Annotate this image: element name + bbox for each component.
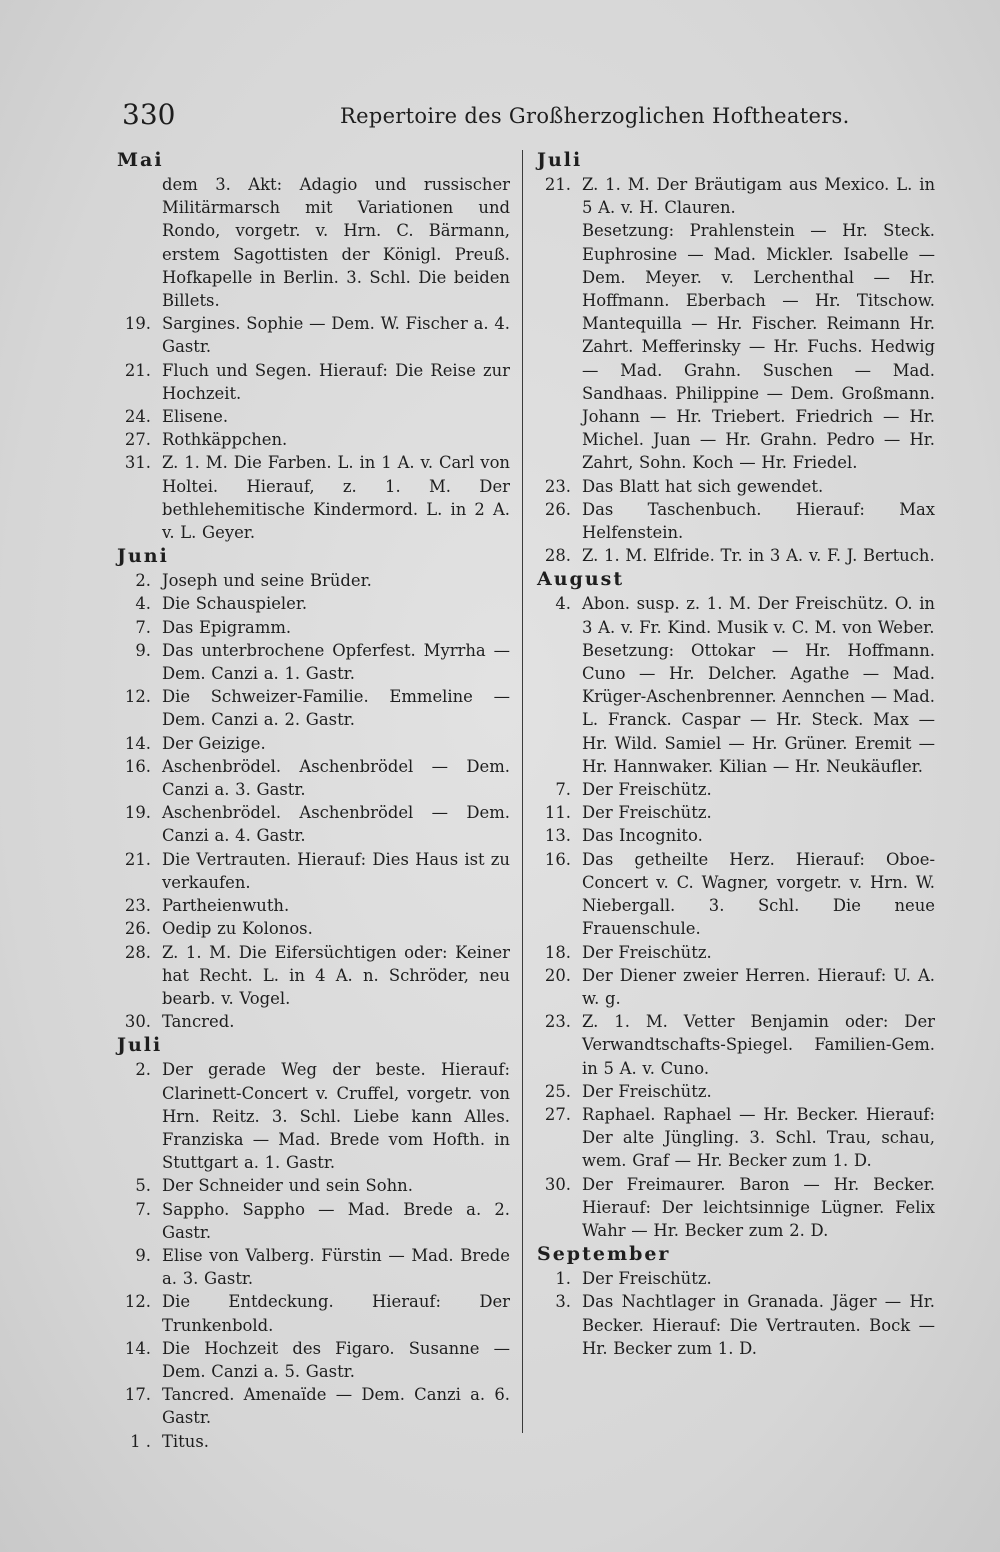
entry-day: 23. bbox=[544, 1012, 571, 1032]
repertoire-entry bbox=[117, 1244, 510, 1290]
entry-day: 11. bbox=[544, 803, 571, 823]
entry-day: 24. bbox=[124, 407, 151, 427]
entry-text: Das Epigramm. bbox=[162, 617, 292, 637]
entry-day: 17. bbox=[124, 1385, 151, 1405]
entry-day: 12. bbox=[124, 687, 151, 707]
left-column bbox=[117, 148, 510, 1453]
entry-text: Fluch und Segen. Hierauf: Die Reise zur Hochzeit. bbox=[162, 360, 510, 403]
entry-text: Rothkäppchen. bbox=[162, 430, 288, 450]
entry-day: 2. bbox=[135, 571, 151, 591]
running-header: Repertoire des Großherzoglichen Hoftheaters. bbox=[340, 104, 850, 128]
entry-text: Das Taschenbuch. Hierauf: Max Helfenstein. bbox=[582, 499, 935, 543]
entry-text: Oedip zu Kolonos. bbox=[162, 919, 313, 939]
repertoire-entry bbox=[117, 639, 510, 685]
entry-text: Abon. susp. z. 1. M. Der Freischütz. O. in 3 A. v. Fr. Kind. Musik v. C. M. von Weber. bbox=[582, 594, 935, 637]
entry-text: Joseph und seine Brüder. bbox=[162, 571, 372, 591]
entry-day: 27. bbox=[124, 430, 151, 450]
repertoire-entry bbox=[117, 1058, 510, 1174]
entry-day: 1 . bbox=[130, 1431, 151, 1451]
entry-day: 26. bbox=[544, 499, 571, 519]
entry-day: 4. bbox=[135, 594, 151, 614]
repertoire-entry bbox=[117, 755, 510, 801]
repertoire-entry bbox=[117, 359, 510, 405]
entry-text: Das Blatt hat sich gewendet. bbox=[582, 476, 824, 496]
repertoire-entry bbox=[537, 778, 935, 801]
entry-day: 7. bbox=[555, 780, 571, 800]
entry-day: 7. bbox=[135, 617, 151, 637]
repertoire-entry bbox=[117, 1010, 510, 1033]
entry-text: Der gerade Weg der beste. Hierauf: Clarinett-Concert v. Cruffel, vorgetr. von Hrn. Reitz. 3. Schl. Liebe kann Alles. Franziska — Mad. Brede vom Hofth. in Stuttgart a. 1. Gastr. bbox=[162, 1060, 510, 1173]
repertoire-entry bbox=[117, 685, 510, 731]
repertoire-entry bbox=[117, 569, 510, 592]
entry-text: Partheienwuth. bbox=[162, 896, 290, 916]
entry-day: 21. bbox=[544, 175, 571, 194]
repertoire-entry bbox=[117, 894, 510, 917]
month-heading: Juni bbox=[117, 545, 169, 568]
entry-day: 3. bbox=[555, 1292, 571, 1312]
repertoire-entry bbox=[117, 428, 510, 451]
repertoire-entry bbox=[537, 592, 935, 638]
entry-text: Raphael. Raphael — Hr. Becker. Hierauf: Der alte Jüngling. 3. Schl. Trau, schau, wem. Graf — Hr. Becker zum 1. D. bbox=[582, 1104, 935, 1171]
entry-text: Die Hochzeit des Figaro. Susanne — Dem. Canzi a. 5. Gastr. bbox=[162, 1338, 510, 1381]
repertoire-entry bbox=[117, 405, 510, 428]
entry-text: Der Freimaurer. Baron — Hr. Becker. Hierauf: Der leichtsinnige Lügner. Felix Wahr — Hr. Becker zum 2. D. bbox=[582, 1174, 935, 1240]
entry-text: Aschenbrödel. Aschenbrödel — Dem. Canzi a. 4. Gastr. bbox=[162, 803, 510, 846]
entry-text: Das Nachtlager in Granada. Jäger — Hr. Becker. Hierauf: Die Vertrauten. Bock — Hr. Becker zum 1. D. bbox=[582, 1292, 935, 1358]
repertoire-entry bbox=[117, 1198, 510, 1244]
entry-text: Der Freischütz. bbox=[582, 803, 712, 823]
repertoire-entry bbox=[537, 639, 935, 778]
repertoire-entry bbox=[537, 475, 935, 498]
entry-day: 21. bbox=[124, 360, 151, 380]
repertoire-entry bbox=[117, 592, 510, 615]
repertoire-entry bbox=[537, 1010, 935, 1080]
entry-text: dem 3. Akt: Adagio und russischer Militärmarsch mit Variationen und Rondo, vorgetr. v. Hrn. C. Bärmann, erstem Sagottisten der Königl. Preuß. Hofkapelle in Berlin. 3. Schl. Die beiden Billets. bbox=[162, 175, 510, 311]
repertoire-entry bbox=[117, 312, 510, 358]
entry-day: 28. bbox=[124, 942, 151, 962]
entry-text: Titus. bbox=[162, 1431, 209, 1451]
entry-day: 16. bbox=[124, 756, 151, 776]
repertoire-entry bbox=[537, 941, 935, 964]
entry-text: Z. 1. M. Der Bräutigam aus Mexico. L. in 5 A. v. H. Clauren. bbox=[582, 175, 935, 218]
repertoire-entry bbox=[537, 1290, 935, 1360]
entry-text: Z. 1. M. Die Farben. L. in 1 A. v. Carl von Holtei. Hierauf, z. 1. M. Der bethlehemitische Kindermord. L. in 2 A. v. L. Geyer. bbox=[162, 453, 510, 543]
entry-day: 13. bbox=[544, 826, 571, 846]
entry-text: Z. 1. M. Vetter Benjamin oder: Der Verwandtschafts-Spiegel. Familien-Gem. in 5 A. v. Cuno. bbox=[582, 1012, 935, 1078]
entry-text: Das getheilte Herz. Hierauf: Oboe-Concert v. C. Wagner, vorgetr. v. Hrn. W. Niebergall. 3. Schl. Die neue Frauenschule. bbox=[582, 849, 935, 939]
repertoire-entry bbox=[117, 1383, 510, 1429]
repertoire-entry bbox=[117, 616, 510, 639]
entry-day: 4. bbox=[555, 594, 571, 614]
repertoire-entry bbox=[117, 1290, 510, 1336]
repertoire-entry bbox=[537, 824, 935, 847]
entry-day: 14. bbox=[124, 733, 151, 753]
entry-text: Tancred. bbox=[162, 1012, 235, 1032]
repertoire-entry bbox=[537, 219, 935, 474]
entry-day: 12. bbox=[124, 1292, 151, 1312]
entry-text: Aschenbrödel. Aschenbrödel — Dem. Canzi a. 3. Gastr. bbox=[162, 756, 510, 800]
month-heading: September bbox=[537, 1243, 671, 1266]
entry-text: Besetzung: Prahlenstein — Hr. Steck. Euphrosine — Mad. Mickler. Isabelle — Dem. Meyer. v. Lerchenthal — Hr. Hoffmann. Eberbach — Hr. Titschow. Mantequilla — Hr. Fischer. Reimann Hr. Zahrt. Mefferinsky — Hr. Fuchs. Hedwig — Mad. Grahn. Suschen — Mad. Sandhaas. Philippine — Dem. Großmann. Johann — Hr. Triebert. Friedrich — Hr. Michel. Juan — Hr. Grahn. Pedro — Hr. Zahrt, Sohn. Koch — Hr. Friedel. bbox=[582, 221, 935, 473]
column-divider bbox=[522, 150, 523, 1433]
repertoire-entry bbox=[537, 848, 935, 941]
entry-day: 21. bbox=[124, 849, 151, 869]
month-heading: Mai bbox=[117, 149, 164, 171]
repertoire-entry bbox=[537, 1080, 935, 1103]
entry-text: Die Schweizer-Familie. Emmeline — Dem. Canzi a. 2. Gastr. bbox=[162, 687, 510, 730]
repertoire-entry bbox=[117, 173, 510, 312]
month-heading: Juli bbox=[537, 149, 583, 171]
repertoire-entry bbox=[537, 801, 935, 824]
month-heading: Juli bbox=[117, 1034, 163, 1057]
entry-day: 18. bbox=[544, 942, 571, 962]
entry-day: 5. bbox=[135, 1176, 151, 1196]
entry-text: Das Incognito. bbox=[582, 826, 703, 846]
entry-text: Der Freischütz. bbox=[582, 780, 712, 800]
entry-day: 2. bbox=[135, 1060, 151, 1080]
entry-day: 7. bbox=[135, 1199, 151, 1219]
entry-text: Elise von Valberg. Fürstin — Mad. Brede a. 3. Gastr. bbox=[162, 1245, 510, 1289]
entry-day: 20. bbox=[544, 965, 571, 985]
entry-day: 23. bbox=[544, 476, 571, 496]
page-number: 330 bbox=[122, 98, 176, 131]
entry-day: 19. bbox=[124, 314, 151, 334]
repertoire-entry bbox=[537, 1103, 935, 1173]
entry-text: Der Schneider und sein Sohn. bbox=[162, 1176, 413, 1196]
entry-text: Die Vertrauten. Hierauf: Dies Haus ist zu verkaufen. bbox=[162, 849, 510, 892]
entry-text: Der Freischütz. bbox=[582, 1081, 712, 1101]
repertoire-entry bbox=[537, 544, 935, 567]
entry-day: 16. bbox=[544, 849, 571, 869]
entry-text: Das unterbrochene Opferfest. Myrrha — Dem. Canzi a. 1. Gastr. bbox=[162, 640, 510, 684]
repertoire-entry bbox=[117, 941, 510, 1011]
repertoire-entry bbox=[117, 1174, 510, 1197]
repertoire-entry bbox=[537, 1173, 935, 1243]
entry-day: 28. bbox=[544, 546, 571, 566]
repertoire-entry bbox=[117, 1430, 510, 1453]
entry-day: 9. bbox=[135, 640, 151, 660]
repertoire-entry bbox=[537, 964, 935, 1010]
entry-day: 26. bbox=[124, 919, 151, 939]
repertoire-entry bbox=[537, 173, 935, 219]
repertoire-entry bbox=[117, 801, 510, 847]
repertoire-entry bbox=[537, 1267, 935, 1290]
entry-day: 25. bbox=[544, 1081, 571, 1101]
entry-text: Der Geizige. bbox=[162, 733, 266, 753]
repertoire-entry bbox=[117, 732, 510, 755]
repertoire-entry bbox=[117, 848, 510, 894]
entry-text: Die Schauspieler. bbox=[162, 594, 308, 614]
entry-text: Besetzung: Ottokar — Hr. Hoffmann. Cuno — Hr. Delcher. Agathe — Mad. Krüger-Aschenbrenner. Aennchen — Mad. L. Franck. Caspar — Hr. Steck. Max — Hr. Wild. Samiel — Hr. Grüner. Eremit — Hr. Hannwaker. Kilian — Hr. Neukäufler. bbox=[582, 640, 935, 776]
entry-text: Tancred. Amenaïde — Dem. Canzi a. 6. Gastr. bbox=[162, 1385, 510, 1428]
entry-day: 14. bbox=[124, 1338, 151, 1358]
entry-day: 30. bbox=[124, 1012, 151, 1032]
entry-text: Sappho. Sappho — Mad. Brede a. 2. Gastr. bbox=[162, 1199, 510, 1242]
entry-text: Der Freischütz. bbox=[582, 942, 712, 962]
entry-text: Der Freischütz. bbox=[582, 1269, 712, 1289]
repertoire-entry bbox=[117, 451, 510, 544]
entry-text: Der Diener zweier Herren. Hierauf: U. A. w. g. bbox=[582, 965, 935, 1008]
entry-day: 1. bbox=[555, 1269, 571, 1289]
entry-day: 30. bbox=[544, 1174, 571, 1194]
repertoire-entry bbox=[537, 498, 935, 544]
entry-text: Sargines. Sophie — Dem. W. Fischer a. 4. Gastr. bbox=[162, 314, 510, 357]
repertoire-entry bbox=[117, 917, 510, 940]
entry-day: 23. bbox=[124, 896, 151, 916]
entry-day: 19. bbox=[124, 803, 151, 823]
entry-day: 27. bbox=[544, 1104, 571, 1124]
entry-day: 31. bbox=[124, 453, 151, 473]
repertoire-entry bbox=[117, 1337, 510, 1383]
right-column bbox=[537, 148, 935, 1360]
entry-text: Z. 1. M. Die Eifersüchtigen oder: Keiner hat Recht. L. in 4 A. n. Schröder, neu bearb. v. Vogel. bbox=[162, 942, 510, 1008]
month-heading: August bbox=[537, 568, 625, 591]
entry-text: Die Entdeckung. Hierauf: Der Trunkenbold. bbox=[162, 1292, 510, 1335]
entry-text: Elisene. bbox=[162, 407, 229, 427]
entry-text: Z. 1. M. Elfride. Tr. in 3 A. v. F. J. Bertuch. bbox=[582, 546, 935, 566]
entry-day: 9. bbox=[135, 1245, 151, 1265]
